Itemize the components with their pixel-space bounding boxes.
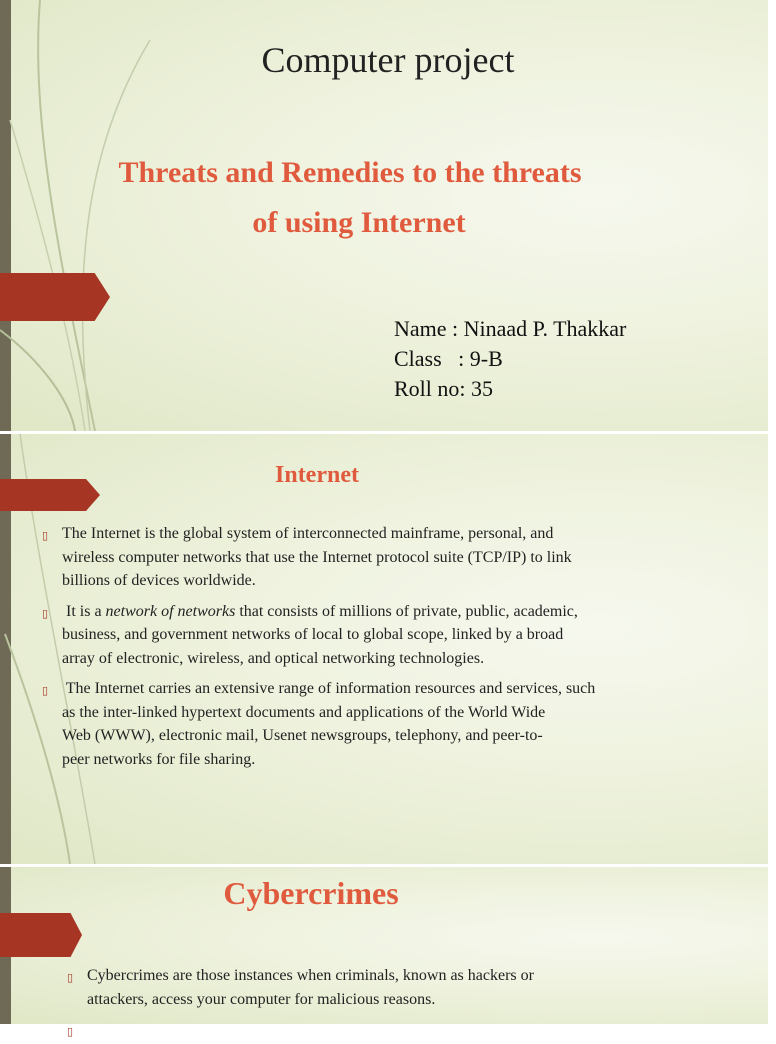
student-name: Name : Ninaad P. Thakkar	[394, 316, 627, 341]
student-roll-no: Roll no: 35	[394, 376, 494, 401]
bullet-list	[42, 522, 747, 778]
subtitle-line-1: Threats and Remedies to the threats	[118, 156, 582, 189]
student-class: Class : 9-B	[394, 346, 503, 371]
bullet-list	[67, 964, 747, 1038]
section-heading: Cybercrimes	[223, 875, 399, 911]
slide-title: Computer project	[261, 40, 515, 80]
student-info	[394, 314, 626, 404]
subtitle-line-2: of using Internet	[252, 206, 466, 239]
slide-3	[0, 867, 768, 1038]
list-item: ▯ The Internet carries an extensive range of information resources and services, such as the inter-linked hypertext documents and applications of the World Wide Web (WWW), electronic mail, Usenet newsgroups, telephony, and peer-to- peer networks for file sharing.	[42, 680, 596, 768]
slide-2	[0, 434, 768, 864]
bullet-icon: ▯	[42, 684, 49, 697]
slide-1	[0, 0, 768, 431]
bullet-icon: ▯	[67, 971, 74, 984]
accent-arrow	[0, 913, 82, 957]
list-item: ▯ It is a network of networks that consists of millions of private, public, academic, business, and government networks of local to global scope, linked by a broad array of electronic, wireless, and optical networking technologies.	[42, 602, 578, 667]
section-heading: Internet	[275, 462, 359, 488]
bullet-icon: ▯	[42, 606, 49, 620]
list-item: ▯ Cybercrimes are those instances when criminals, known as hackers or attackers, access your computer for malicious reasons.	[67, 967, 534, 1008]
list-item: ▯ The Internet is the global system of interconnected mainframe, personal, and wireless computer networks that use the Internet protocol suite (TCP/IP) to link billions of devices worldwide.	[42, 525, 572, 589]
bullet-icon: ▯	[42, 529, 49, 542]
slide-subtitle	[0, 148, 700, 248]
emphasis-network-of-networks: network of networks	[105, 602, 236, 620]
accent-arrow	[0, 273, 110, 321]
bullet-icon: ▯	[67, 1025, 74, 1038]
